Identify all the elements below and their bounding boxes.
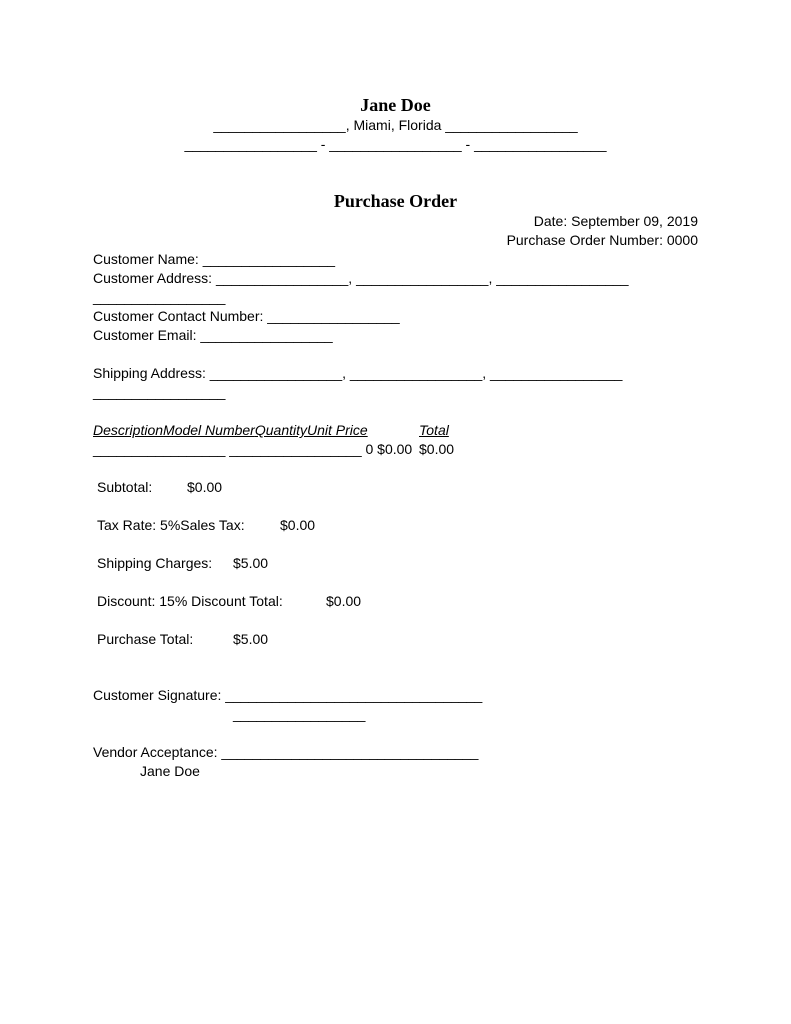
customer-signature-line: Customer Signature: _________________________________ [93,687,483,703]
subtotal-label: Subtotal: [97,479,153,495]
item-row-fields: _________________ _________________ 0 $0.00 [93,441,413,457]
purchase-total-label: Purchase Total: [97,631,194,647]
discount-value: $0.00 [326,593,362,609]
po-number: Purchase Order Number: 0000 [506,232,698,248]
vendor-name: Jane Doe [140,763,200,779]
customer-contact-field: Customer Contact Number: _________________ [93,308,400,324]
discount-label: Discount: 15% Discount Total: [97,593,283,609]
customer-signature-date-line: _________________ [233,706,366,722]
item-row-total: $0.00 [419,441,455,457]
tax-value: $0.00 [280,517,316,533]
shipping-address-cont: _________________ [93,384,226,400]
sender-phone-line: _________________ - _________________ - _________________ [184,136,607,152]
order-date: Date: September 09, 2019 [533,213,698,229]
customer-address-cont: _________________ [93,289,226,305]
customer-email-field: Customer Email: _________________ [93,327,333,343]
purchase-total-value: $5.00 [233,631,269,647]
col-total: Total [419,422,449,438]
document-title: Purchase Order [333,191,458,211]
sender-address-line: _________________, Miami, Florida _________________ [213,117,578,133]
col-quantity: Quantity [254,422,307,438]
shipping-charges-label: Shipping Charges: [97,555,213,571]
tax-label: Tax Rate: 5%Sales Tax: [97,517,245,533]
customer-address-field: Customer Address: _________________, _________________, _________________ [93,270,629,286]
col-unit-price: Unit Price [307,422,368,438]
items-table-header [93,421,368,439]
col-model-number: Model Number [163,422,255,438]
subtotal-value: $0.00 [187,479,223,495]
shipping-address-field: Shipping Address: _________________, _________________, _________________ [93,365,623,381]
col-description: Description [93,422,164,438]
vendor-acceptance-line: Vendor Acceptance: _________________________________ [93,744,479,760]
customer-name-field: Customer Name: _________________ [93,251,336,267]
shipping-charges-value: $5.00 [233,555,269,571]
sender-name: Jane Doe [360,95,431,115]
